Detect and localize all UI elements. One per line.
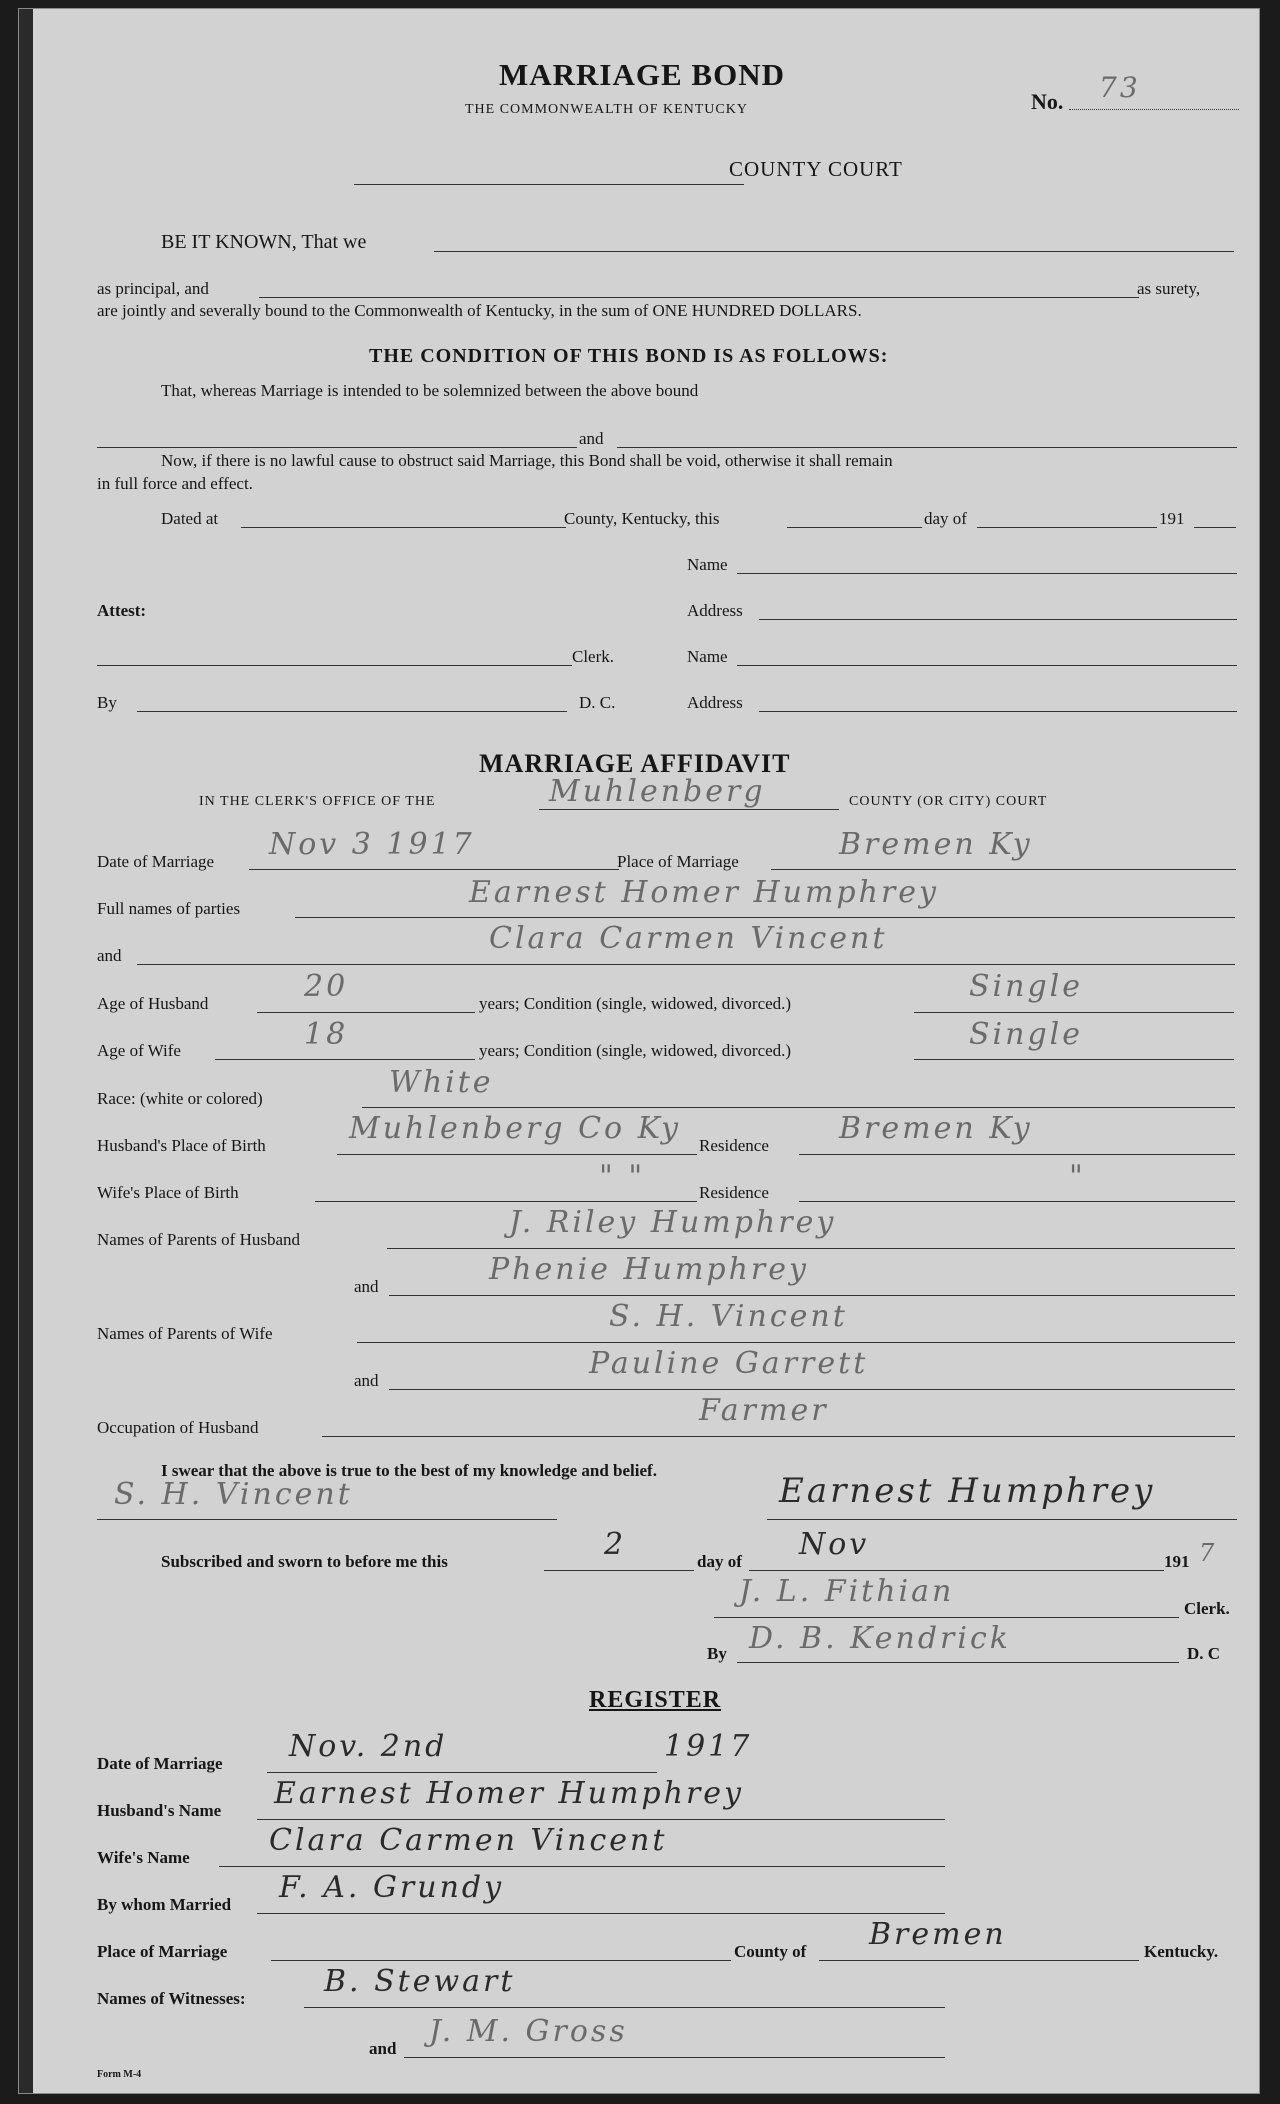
county-value-line [539,809,839,810]
whereas-text: That, whereas Marriage is intended to be solemnized between the above bound [161,381,699,400]
subscribed-label: Subscribed and sworn to before me this [161,1552,448,1571]
occupation-line [322,1436,1235,1437]
sworn-month-value: Nov [799,1527,870,1562]
reg-county-value: Bremen [869,1917,1007,1952]
reg-date-line [267,1772,657,1773]
swear-statement: I swear that the above is true to the best of my knowledge and belief. [161,1461,657,1480]
dated-month-line [977,527,1157,528]
race-line [362,1107,1235,1108]
condition-heading: THE CONDITION OF THIS BOND IS AS FOLLOWS: [369,345,889,367]
wife-mother-value: Pauline Garrett [589,1346,869,1381]
reg-husband-line [257,1819,945,1820]
age-husband-value: 20 [304,969,349,1004]
dated-day-line [787,527,922,528]
attest-label: Attest: [97,601,147,620]
surety-line [259,297,1139,298]
reg-wife-label: Wife's Name [97,1848,190,1867]
wife-residence-value: " [1069,1159,1086,1194]
wife-father-value: S. H. Vincent [609,1299,848,1334]
husband-birth-line [337,1154,697,1155]
occupation-label: Occupation of Husband [97,1418,259,1437]
husband-mother-value: Phenie Humphrey [489,1252,809,1287]
husband-father-line [387,1248,1235,1249]
reg-place-line [271,1960,731,1961]
wife-birth-value: " " [599,1159,646,1194]
county-court-label: COUNTY COURT [729,157,903,181]
dated-year-line [1194,527,1236,528]
bond-address-label-2: Address [687,693,743,712]
party1-value: Earnest Homer Humphrey [469,875,939,910]
reg-wife-line [219,1866,945,1867]
years-condition-label-1: years; Condition (single, widowed, divorced.) [479,994,792,1013]
signature-right-line [767,1519,1237,1520]
reg-date-value: Nov. 2nd [289,1729,448,1764]
now-if-text: Now, if there is no lawful cause to obstruct said Marriage, this Bond shall be void, otherwise it shall remain [161,451,893,470]
party2-value: Clara Carmen Vincent [489,921,888,956]
reg-witness1-value: B. Stewart [324,1964,516,1999]
dc-signature-line [737,1662,1179,1663]
age-husband-label: Age of Husband [97,994,209,1013]
sworn-year-suffix: 7 [1199,1539,1218,1567]
clerks-office-label: IN THE CLERK'S OFFICE OF THE [199,794,436,809]
reg-witness-and-label: and [369,2039,397,2058]
aff-place-line [771,869,1236,870]
husband-parents-and-label: and [354,1277,379,1296]
clerk-signature-line [714,1617,1179,1618]
reg-witness1-line [304,2007,945,2008]
bond-name-label-1: Name [687,555,728,574]
county-ky-this-label: County, Kentucky, this [564,509,720,528]
page-edge-shadow [19,9,33,2093]
aff-by-label: By [707,1644,727,1663]
wife-parents-and-label: and [354,1371,379,1390]
husband-father-value: J. Riley Humphrey [509,1205,837,1240]
attest-dc-label: D. C. [579,693,616,712]
wife-condition-line [914,1059,1234,1060]
sworn-month-line [749,1570,1164,1571]
sworn-day-line [544,1570,694,1571]
age-husband-line [257,1012,475,1013]
party1-affidavit-line [295,917,1235,918]
reg-date-label: Date of Marriage [97,1754,223,1773]
reg-wife-value: Clara Carmen Vincent [269,1823,668,1858]
reg-husband-value: Earnest Homer Humphrey [274,1776,744,1811]
age-wife-line [215,1059,475,1060]
signature-left-line [97,1519,557,1520]
bond-address-line-1 [759,619,1237,620]
attest-by-line [137,711,567,712]
dated-year-prefix: 191 [1159,509,1185,528]
dated-at-label: Dated at [161,509,219,528]
sworn-year-prefix: 191 [1164,1552,1190,1571]
as-surety-text: as surety, [1137,279,1201,298]
signature-left: S. H. Vincent [114,1477,353,1512]
wife-father-line [357,1342,1235,1343]
husband-condition-line [914,1012,1234,1013]
principal-line [434,251,1234,252]
bond-address-label-1: Address [687,601,743,620]
aff-dc-label: D. C [1187,1644,1221,1663]
husband-birth-value: Muhlenberg Co Ky [349,1111,682,1146]
affidavit-county-value: Muhlenberg [549,774,766,809]
party2-line [617,447,1237,448]
bond-subtitle: THE COMMONWEALTH OF KENTUCKY [465,102,748,117]
wife-birth-label: Wife's Place of Birth [97,1183,239,1202]
bond-name-line-2 [737,665,1237,666]
husband-condition-value: Single [969,969,1084,1004]
sworn-day-value: 2 [604,1527,627,1562]
bond-title: MARRIAGE BOND [499,57,785,92]
county-court-line [354,184,744,185]
bond-name-label-2: Name [687,647,728,666]
reg-married-by-value: F. A. Grundy [279,1870,505,1905]
occupation-value: Farmer [699,1393,829,1428]
reg-kentucky-label: Kentucky. [1144,1942,1219,1961]
wife-residence-label: Residence [699,1183,769,1202]
county-or-city-court: COUNTY (OR CITY) COURT [849,794,1048,809]
be-it-known-text: BE IT KNOWN, That we [161,231,367,253]
in-full-force-text: in full force and effect. [97,474,253,493]
race-label: Race: (white or colored) [97,1089,263,1108]
aff-place-value: Bremen Ky [839,827,1033,862]
reg-place-label: Place of Marriage [97,1942,228,1961]
and-label-parties: and [97,946,122,965]
reg-county-line [819,1960,1139,1961]
attest-clerk-line [97,665,572,666]
clerk-signature: J. L. Fithian [739,1574,955,1609]
full-names-label: Full names of parties [97,899,241,918]
aff-date-value: Nov 3 1917 [269,827,475,862]
husband-residence-label: Residence [699,1136,769,1155]
wife-residence-line [799,1201,1235,1202]
bond-address-line-2 [759,711,1237,712]
age-wife-value: 18 [304,1017,349,1052]
bond-no-value: 73 [1099,71,1141,104]
form-number: Form M-4 [97,2069,142,2080]
age-wife-label: Age of Wife [97,1041,181,1060]
attest-clerk-label: Clerk. [572,647,615,666]
wife-condition-value: Single [969,1017,1084,1052]
husband-mother-line [389,1295,1235,1296]
reg-witness2-value: J. M. Gross [429,2014,628,2049]
dated-day-of-label: day of [924,509,967,528]
signature-right: Earnest Humphrey [779,1471,1156,1511]
sworn-day-of-label: day of [697,1552,742,1571]
reg-married-by-line [257,1913,945,1914]
reg-year-value: 1917 [664,1729,753,1764]
wife-mother-line [389,1389,1235,1390]
bond-no-line [1069,109,1239,110]
bond-no-label: No. [1031,89,1064,114]
aff-place-label: Place of Marriage [617,852,739,871]
dated-at-line [241,527,566,528]
dc-signature: D. B. Kendrick [749,1621,1011,1656]
jointly-text: are jointly and severally bound to the Commonwealth of Kentucky, in the sum of ONE HUNDRED DOLLARS. [97,301,862,320]
husband-birth-label: Husband's Place of Birth [97,1136,266,1155]
marriage-bond-document [18,8,1260,2094]
party2-affidavit-line [137,964,1235,965]
party1-line [97,447,577,448]
bond-and-text: and [579,429,604,448]
aff-date-label: Date of Marriage [97,852,215,871]
parents-husband-label: Names of Parents of Husband [97,1230,301,1249]
attest-by-label: By [97,693,117,712]
aff-clerk-label: Clerk. [1184,1599,1230,1618]
reg-witnesses-label: Names of Witnesses: [97,1989,246,2008]
husband-residence-value: Bremen Ky [839,1111,1033,1146]
as-principal-text: as principal, and [97,279,209,298]
reg-married-by-label: By whom Married [97,1895,232,1914]
affidavit-title: MARRIAGE AFFIDAVIT [479,749,791,778]
reg-county-of-label: County of [734,1942,807,1961]
aff-date-line [249,869,619,870]
husband-residence-line [799,1154,1235,1155]
bond-name-line-1 [737,573,1237,574]
wife-birth-line [315,1201,697,1202]
reg-witness2-line [404,2057,945,2058]
reg-husband-label: Husband's Name [97,1801,222,1820]
register-title: REGISTER [589,1687,722,1713]
race-value: White [389,1065,494,1100]
years-condition-label-2: years; Condition (single, widowed, divorced.) [479,1041,792,1060]
parents-wife-label: Names of Parents of Wife [97,1324,273,1343]
